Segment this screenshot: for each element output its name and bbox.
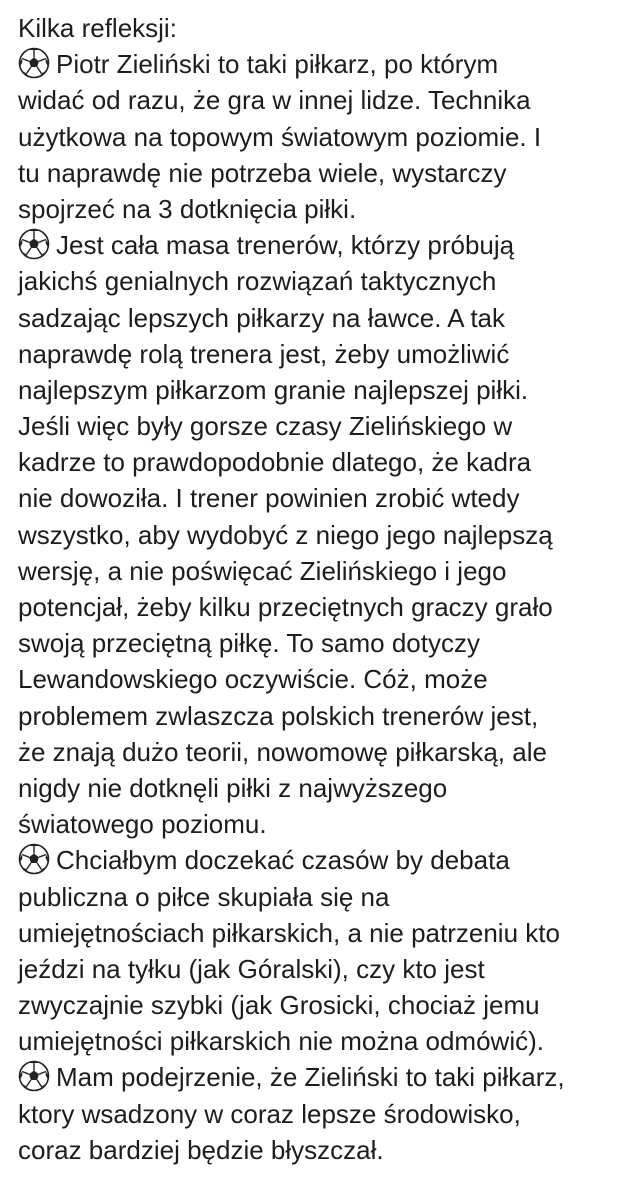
post-line-text: publiczna o piłce skupiała się na: [18, 881, 390, 912]
post-line-text: Chciałbym doczekać czasów by debata: [56, 845, 510, 876]
post-line-text: Lewandowskiego oczywiście. Cóż, może: [18, 664, 488, 695]
post-line-text: swoją przeciętną piłkę. To samo dotyczy: [18, 628, 480, 659]
post-text: [18, 10, 638, 1168]
post-line-text: spojrzeć na 3 dotknięcia piłki.: [18, 193, 357, 224]
post-line: [18, 408, 638, 444]
post-line: [18, 589, 638, 625]
soccer-ball-icon: [18, 843, 50, 875]
post-line: [18, 155, 638, 191]
post-line: [18, 119, 638, 155]
post-line-text: światowego poziomu.: [18, 809, 267, 840]
post-line: [18, 951, 638, 987]
post-line: [18, 553, 638, 589]
post-line: [18, 372, 638, 408]
soccer-ball-icon: [18, 1060, 50, 1092]
post-line: [18, 915, 638, 951]
post-line-text: wersję, a nie poświęcać Zielińskiego i jego: [18, 555, 507, 586]
post-line-text: umiejętności piłkarskich nie można odmówić).: [18, 1026, 544, 1057]
post-line: [18, 625, 638, 661]
post-line-text: Mam podejrzenie, że Zieliński to taki piłkarz,: [56, 1062, 565, 1093]
post-line: [18, 82, 638, 118]
post-line-text: nie dowoziła. I trener powinien zrobić wtedy: [18, 483, 520, 514]
post-line-text: ktory wsadzony w coraz lepsze środowisko,: [18, 1098, 521, 1129]
soccer-ball-icon: [18, 47, 50, 79]
post-line: [18, 300, 638, 336]
post-line: [18, 698, 638, 734]
post-line-text: potencjał, żeby kilku przeciętnych graczy grało: [18, 592, 553, 622]
post-line: [18, 191, 638, 227]
post-line: [18, 46, 638, 82]
post-line: [18, 770, 638, 806]
post-line: [18, 263, 638, 299]
post-paragraphs: [18, 46, 638, 1168]
post-line-text: użytkowa na topowym światowym poziomie. I: [18, 121, 542, 152]
post-line-text: widać od razu, że gra w innej lidze. Technika: [18, 85, 531, 116]
post-line: [18, 227, 638, 263]
post-line: [18, 842, 638, 878]
post-line: [18, 517, 638, 553]
post-line-text: problemem zwlaszcza polskich trenerów jest,: [18, 700, 539, 731]
post-line-text: tu naprawdę nie potrzeba wiele, wystarczy: [18, 157, 507, 188]
post-line-text: naprawdę rolą trenera jest, żeby umożliwić: [18, 338, 510, 369]
post-line: [18, 1096, 638, 1132]
post-line: [18, 1023, 638, 1059]
post-line: [18, 734, 638, 770]
post-line-text: Jeśli więc były gorsze czasy Zielińskiego w: [18, 411, 513, 442]
post-line: [18, 987, 638, 1023]
post-line-text: kadrze to prawdopodobnie dlatego, że kadra: [18, 447, 532, 478]
post-line-text: Piotr Zieliński to taki piłkarz, po którym: [56, 49, 499, 80]
post-line-text: jeździ na tyłku (jak Góralski), czy kto jest: [18, 953, 485, 984]
post-heading: Kilka refleksji:: [18, 13, 177, 43]
post-line: [18, 336, 638, 372]
post-line: [18, 1059, 638, 1095]
post-line-text: wszystko, aby wydobyć z niego jego najlepszą: [18, 519, 553, 550]
post-line: [18, 661, 638, 697]
post-line-text: sadzając lepszych piłkarzy na ławce. A tak: [18, 302, 506, 333]
post-line: [18, 480, 638, 516]
soccer-ball-icon: [18, 228, 50, 260]
post-line-text: najlepszym piłkarzom granie najlepszej piłki.: [18, 374, 529, 405]
post-line: [18, 444, 638, 480]
post-line-text: nigdy nie dotknęli piłki z najwyższego: [18, 772, 448, 803]
post-line: [18, 806, 638, 842]
post-line: [18, 1132, 638, 1168]
post-line-text: umiejętnościach piłkarskich, a nie patrzeniu kto: [18, 917, 560, 948]
post-line: [18, 879, 638, 915]
post-line-text: Jest cała masa trenerów, którzy próbują: [56, 230, 515, 261]
post-line-text: zwyczajnie szybki (jak Grosicki, chociaż jemu: [18, 990, 540, 1021]
post-line-text: że znają dużo teorii, nowomowę piłkarską, ale: [18, 736, 547, 767]
post-line-text: coraz bardziej będzie błyszczał.: [18, 1134, 384, 1165]
post-line-text: jakichś genialnych rozwiązań taktycznych: [18, 266, 497, 297]
